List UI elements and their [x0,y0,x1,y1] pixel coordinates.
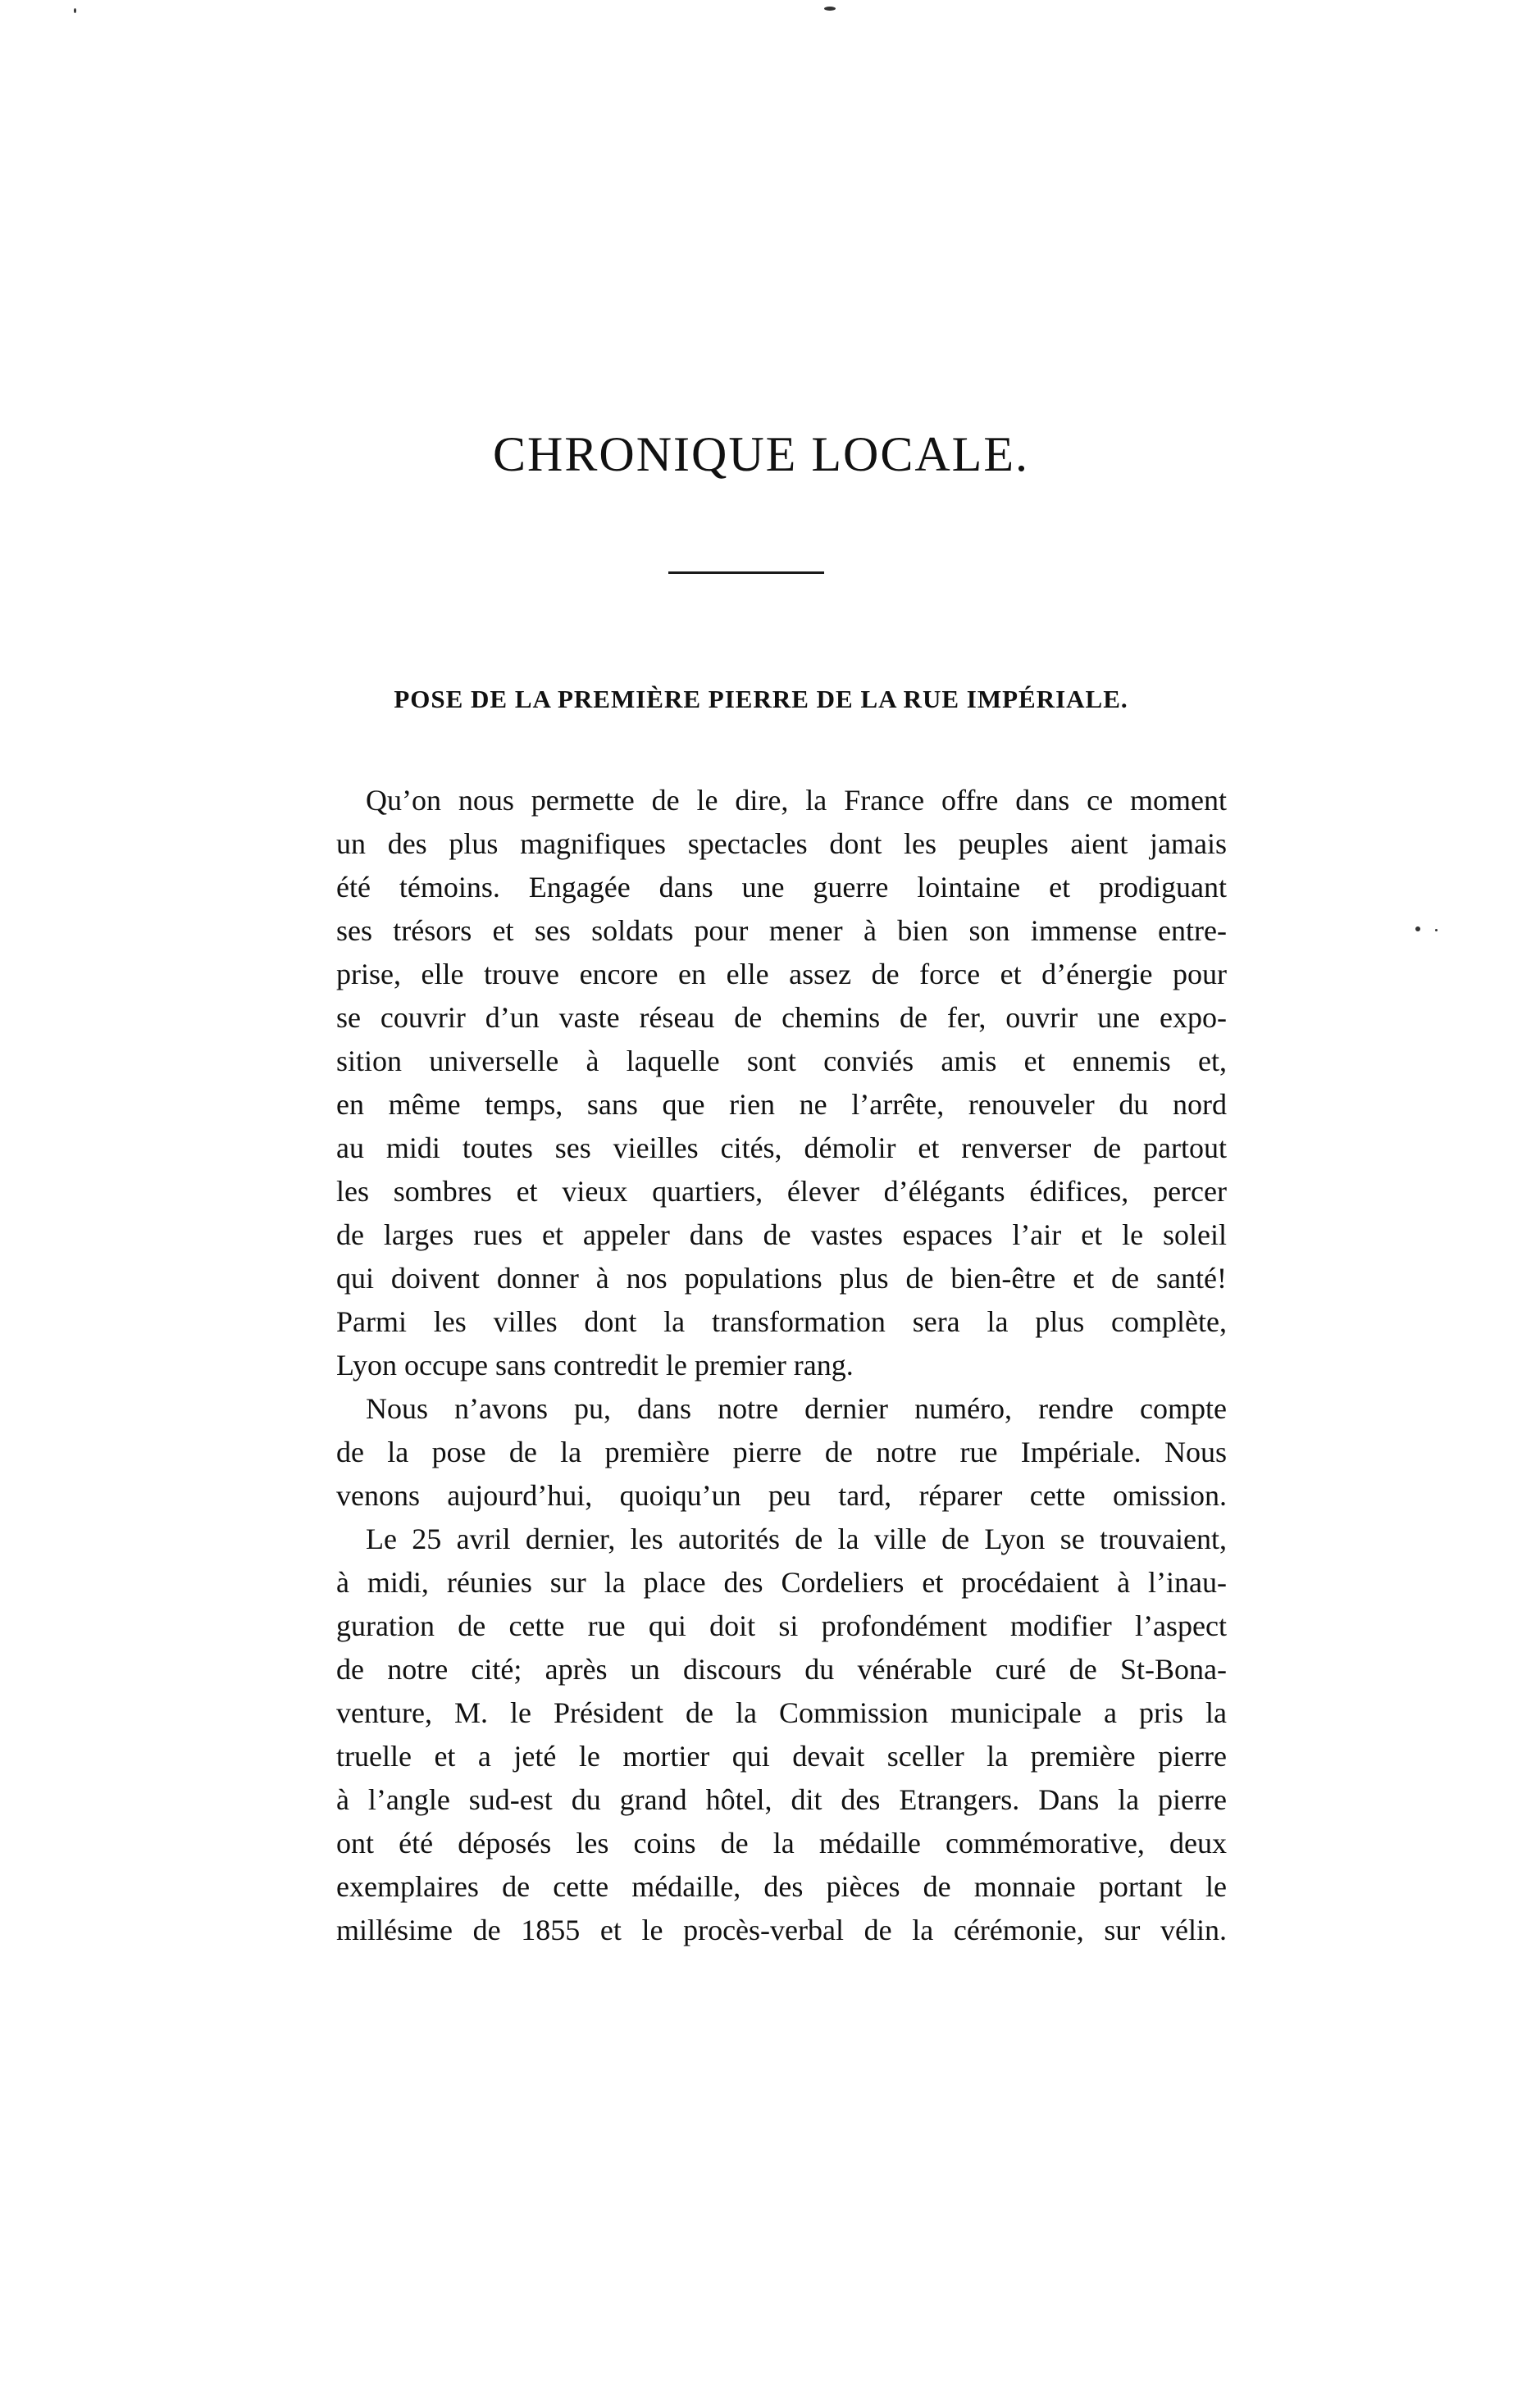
text-line: se couvrir d’un vaste réseau de chemins de fer, ouvrir une expo- [336,1001,1227,1034]
text-line: Nous n’avons pu, dans notre dernier numéro, rendre compte [366,1392,1227,1425]
text-line: Qu’on nous permette de le dire, la France offre dans ce moment [366,784,1227,817]
text-line: exemplaires de cette médaille, des pièces de monnaie portant le [336,1870,1227,1903]
page-title: CHRONIQUE LOCALE. [493,427,1029,481]
text-line: été témoins. Engagée dans une guerre lointaine et prodiguant [336,871,1227,904]
paragraph-3 [307,1518,1227,1952]
text-line: prise, elle trouve encore en elle assez de force et d’énergie pour [336,958,1227,990]
text-line: truelle et a jeté le mortier qui devait sceller la première pierre [336,1740,1227,1773]
text-line: Lyon occupe sans contredit le premier rang. [336,1349,854,1382]
text-line: ont été déposés les coins de la médaille commémorative, deux [336,1827,1227,1859]
text-line: à l’angle sud-est du grand hôtel, dit des Etrangers. Dans la pierre [336,1783,1227,1816]
text-line: venons aujourd’hui, quoiqu’un peu tard, réparer cette omission. [336,1479,1227,1512]
scan-speck [1435,929,1438,931]
text-line: un des plus magnifiques spectacles dont les peuples aient jamais [336,827,1227,860]
scan-speck [74,8,76,13]
text-line: les sombres et vieux quartiers, élever d’élégants édifices, percer [336,1175,1227,1208]
scan-speck [824,7,836,11]
scan-speck [1415,926,1420,931]
text-line: en même temps, sans que rien ne l’arrête, renouveler du nord [336,1088,1227,1121]
text-line: Parmi les villes dont la transformation sera la plus complète, [336,1305,1227,1338]
text-line: à midi, réunies sur la place des Cordeliers et procédaient à l’inau- [336,1566,1227,1599]
text-line: guration de cette rue qui doit si profondément modifier l’aspect [336,1609,1227,1642]
article-body [307,779,1227,1952]
text-line: qui doivent donner à nos populations plus de bien-être et de santé! [336,1262,1227,1295]
text-line: Le 25 avril dernier, les autorités de la ville de Lyon se trouvaient, [366,1523,1227,1555]
text-line: de larges rues et appeler dans de vastes espaces l’air et le soleil [336,1218,1227,1251]
text-line: au midi toutes ses vieilles cités, démolir et renverser de partout [336,1131,1227,1164]
text-line: de notre cité; après un discours du vénérable curé de St-Bona- [336,1653,1227,1686]
text-line: millésime de 1855 et le procès-verbal de la cérémonie, sur vélin. [336,1914,1227,1946]
article-subtitle: POSE DE LA PREMIÈRE PIERRE DE LA RUE IMPÉRIALE. [394,685,1128,713]
paragraph-1 [307,779,1227,1387]
text-line: de la pose de la première pierre de notre rue Impériale. Nous [336,1436,1227,1468]
text-line: sition universelle à laquelle sont conviés amis et ennemis et, [336,1045,1227,1077]
text-line: ses trésors et ses soldats pour mener à bien son immense entre- [336,914,1227,947]
text-line: venture, M. le Président de la Commission municipale a pris la [336,1696,1227,1729]
paragraph-2 [307,1387,1227,1518]
title-divider [668,571,824,574]
